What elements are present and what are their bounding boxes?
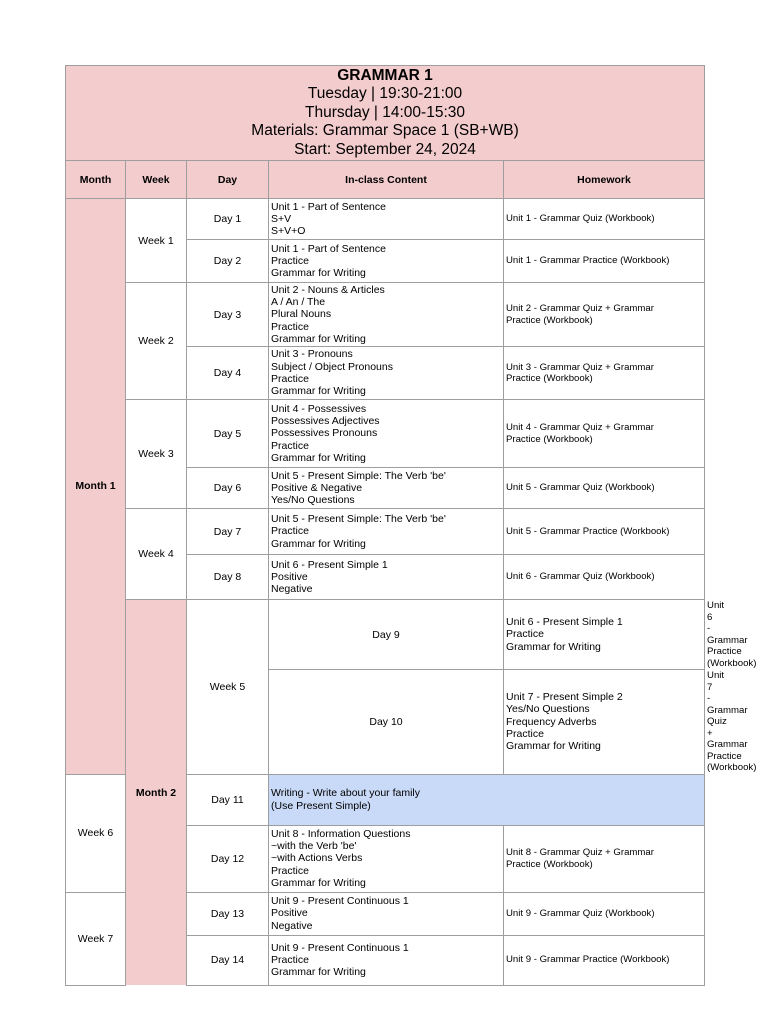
content-cell	[269, 935, 504, 985]
content-line: Practice	[271, 864, 309, 877]
content-line: S+V+O	[271, 225, 306, 238]
content-cell	[269, 825, 504, 892]
col-header-month: Month	[66, 161, 126, 199]
homework-cell: Unit 1 - Grammar Practice (Workbook)	[504, 240, 705, 283]
day-cell: Day 8	[187, 555, 269, 600]
day-cell: Day 7	[187, 509, 269, 555]
content-line: Unit 6 - Present Simple 1	[271, 558, 388, 571]
day-cell: Day 5	[187, 400, 269, 468]
content-line: Negative	[271, 919, 313, 932]
content-line: (Use Present Simple)	[271, 799, 371, 812]
content-line: Possessives Pronouns	[271, 427, 378, 440]
content-line: Unit 5 - Present Simple: The Verb 'be'	[271, 513, 446, 526]
content-line: Practice	[506, 727, 544, 740]
homework-cell: Unit 3 - Grammar Quiz + Grammar Practice (Workbook)	[504, 347, 705, 400]
content-cell	[269, 199, 504, 240]
content-line: Practice	[271, 320, 309, 333]
content-line: Unit 6 - Present Simple 1	[506, 616, 623, 629]
content-line: Grammar for Writing	[271, 966, 366, 979]
col-header-day: Day	[187, 161, 269, 199]
content-line: Frequency Adverbs	[506, 715, 597, 728]
homework-cell: Unit 9 - Grammar Quiz (Workbook)	[504, 892, 705, 935]
content-line: Grammar for Writing	[271, 537, 366, 550]
content-line: Negative	[271, 583, 313, 596]
schedule-table	[65, 65, 757, 986]
content-line: Grammar for Writing	[271, 385, 366, 398]
content-cell	[269, 347, 504, 400]
week-cell: Week 4	[126, 509, 187, 600]
content-line: Unit 8 - Information Questions	[271, 827, 411, 840]
week-cell: Week 7	[66, 892, 126, 985]
day-cell: Day 11	[187, 774, 269, 825]
content-line: Positive	[271, 907, 308, 920]
table-row	[66, 509, 705, 555]
content-line: Subject / Object Pronouns	[271, 360, 393, 373]
course-title: GRAMMAR 1	[337, 66, 433, 84]
content-line: Unit 1 - Part of Sentence	[271, 200, 386, 213]
day-cell: Day 2	[187, 240, 269, 283]
day-cell: Day 14	[187, 935, 269, 985]
table-row	[66, 400, 705, 468]
day-cell: Day 13	[187, 892, 269, 935]
day-cell: Day 9	[269, 600, 504, 670]
homework-cell: Unit 9 - Grammar Practice (Workbook)	[504, 935, 705, 985]
day-cell: Day 4	[187, 347, 269, 400]
content-cell	[504, 670, 705, 775]
title-block	[66, 66, 705, 161]
content-line: Plural Nouns	[271, 308, 332, 321]
content-line: Unit 9 - Present Continuous 1	[271, 895, 409, 908]
table-row: Day 10 Unit 7 - Present Simple 2 Yes/No Questions Frequency Adverbs Practice Grammar for Writing Unit 7 - Grammar Quiz + Grammar Practice (Workbook)	[66, 670, 705, 775]
month-cell: Month 1	[66, 199, 126, 775]
writing-task-cell	[269, 774, 705, 825]
content-line: S+V	[271, 212, 292, 225]
schedule-tuesday: Tuesday | 19:30-21:00	[307, 85, 463, 103]
table-row	[66, 283, 705, 347]
content-line: A / An / The	[271, 296, 326, 309]
homework-cell: Unit 1 - Grammar Quiz (Workbook)	[504, 199, 705, 240]
content-line: Grammar for Writing	[506, 740, 601, 753]
week-cell: Week 1	[126, 199, 187, 283]
content-line: Grammar for Writing	[271, 332, 366, 345]
content-line: Practice	[271, 373, 309, 385]
homework-cell: Unit 2 - Grammar Quiz + Grammar Practice (Workbook)	[504, 283, 705, 347]
schedule-thursday: Thursday | 14:00-15:30	[305, 103, 465, 121]
content-cell	[269, 240, 504, 283]
content-line: Practice	[271, 953, 309, 966]
content-line: Unit 3 - Pronouns	[271, 348, 353, 361]
content-line: Unit 5 - Present Simple: The Verb 'be'	[271, 469, 446, 482]
content-line: Unit 2 - Nouns & Articles	[271, 283, 385, 296]
week-cell: Week 2	[126, 283, 187, 400]
content-line: ~with the Verb 'be'	[271, 840, 357, 853]
homework-cell: Unit 4 - Grammar Quiz + Grammar Practice (Workbook)	[504, 400, 705, 468]
content-cell	[269, 555, 504, 600]
content-line: Practice	[271, 439, 309, 452]
week-cell: Week 3	[126, 400, 187, 509]
content-line: Yes/No Questions	[271, 494, 355, 507]
content-cell	[269, 509, 504, 555]
content-line: Grammar for Writing	[271, 876, 366, 889]
content-cell	[269, 468, 504, 509]
table-row	[66, 199, 705, 240]
content-line: Unit 7 - Present Simple 2	[506, 691, 623, 703]
homework-cell: Unit 6 - Grammar Quiz (Workbook)	[504, 555, 705, 600]
col-header-week: Week	[126, 161, 187, 199]
title-row	[66, 66, 705, 161]
content-cell	[504, 600, 705, 670]
col-header-content: In-class Content	[269, 161, 504, 199]
col-header-homework: Homework	[504, 161, 705, 199]
homework-cell: Unit 8 - Grammar Quiz + Grammar Practice (Workbook)	[504, 825, 705, 892]
homework-cell: Unit 5 - Grammar Quiz (Workbook)	[504, 468, 705, 509]
content-line: ~with Actions Verbs	[271, 852, 363, 865]
content-cell	[269, 283, 504, 347]
day-cell: Day 12	[187, 825, 269, 892]
content-line: Unit 1 - Part of Sentence	[271, 242, 386, 255]
content-line: Grammar for Writing	[271, 267, 366, 280]
week-cell: Week 6	[66, 774, 126, 892]
content-line: Practice	[271, 254, 309, 267]
month-cell: Month 2	[126, 600, 187, 986]
content-line: Practice	[271, 525, 309, 538]
content-line: Grammar for Writing	[506, 640, 601, 653]
table-row: Month 2 Week 5 Day 9 Unit 6 - Present Simple 1 Practice Grammar for Writing Unit 6 - Grammar Practice (Workbook)	[66, 600, 705, 670]
content-line: Possessives Adjectives	[271, 415, 380, 428]
content-line: Writing - Write about your family	[271, 787, 420, 800]
column-header-row	[66, 161, 705, 199]
content-line: Unit 9 - Present Continuous 1	[271, 941, 409, 954]
materials-line: Materials: Grammar Space 1 (SB+WB)	[251, 122, 519, 140]
day-cell: Day 6	[187, 468, 269, 509]
start-date-line: Start: September 24, 2024	[294, 140, 476, 158]
homework-cell: Unit 5 - Grammar Practice (Workbook)	[504, 509, 705, 555]
content-cell	[269, 892, 504, 935]
content-line: Grammar for Writing	[271, 451, 366, 464]
content-line: Yes/No Questions	[506, 703, 590, 716]
week-cell: Week 5	[187, 600, 269, 775]
day-cell: Day 10	[269, 670, 504, 775]
content-line: Practice	[506, 628, 544, 641]
content-line: Unit 4 - Possessives	[271, 402, 367, 415]
content-line: Positive & Negative	[271, 481, 363, 494]
content-line: Positive	[271, 570, 308, 583]
day-cell: Day 1	[187, 199, 269, 240]
day-cell: Day 3	[187, 283, 269, 347]
content-cell	[269, 400, 504, 468]
